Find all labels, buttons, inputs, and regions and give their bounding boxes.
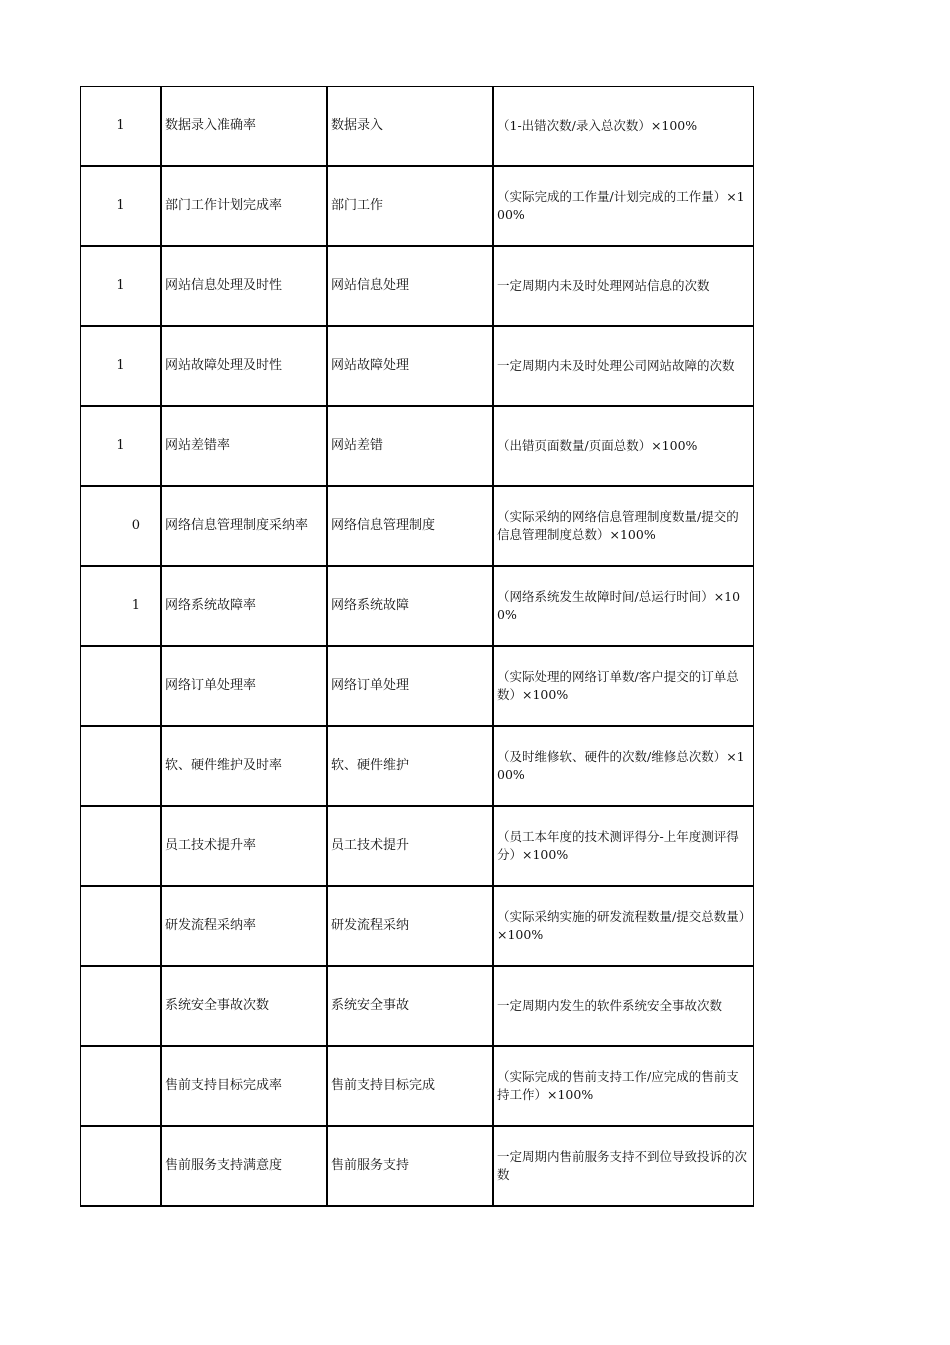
weight-cell: 1 — [81, 246, 162, 326]
item-cell: 网络信息管理制度 — [327, 486, 493, 566]
indicator-cell: 部门工作计划完成率 — [161, 166, 327, 246]
table-row — [81, 806, 754, 886]
indicator-cell: 网站信息处理及时性 — [161, 246, 327, 326]
formula-cell: 一定周期内发生的软件系统安全事故次数 — [493, 966, 754, 1046]
table-row — [81, 326, 754, 406]
formula-cell: （实际完成的工作量/计划完成的工作量）×100% — [493, 166, 754, 246]
weight-cell — [81, 1126, 162, 1206]
weight-cell — [81, 1046, 162, 1126]
formula-cell: （出错页面数量/页面总数）×100% — [493, 406, 754, 486]
table-row — [81, 486, 754, 566]
weight-cell — [81, 806, 162, 886]
indicator-cell: 网络信息管理制度采纳率 — [161, 486, 327, 566]
item-cell: 系统安全事故 — [327, 966, 493, 1046]
kpi-table-body — [81, 87, 754, 1207]
formula-cell: （实际完成的售前支持工作/应完成的售前支持工作）×100% — [493, 1046, 754, 1126]
item-cell: 网站信息处理 — [327, 246, 493, 326]
item-cell: 软、硬件维护 — [327, 726, 493, 806]
item-cell: 部门工作 — [327, 166, 493, 246]
indicator-cell: 数据录入准确率 — [161, 87, 327, 167]
item-cell: 网站故障处理 — [327, 326, 493, 406]
formula-cell: 一定周期内售前服务支持不到位导致投诉的次数 — [493, 1126, 754, 1206]
table-row — [81, 566, 754, 646]
formula-cell: 一定周期内未及时处理公司网站故障的次数 — [493, 326, 754, 406]
formula-cell: （员工本年度的技术测评得分-上年度测评得分）×100% — [493, 806, 754, 886]
formula-cell: （实际处理的网络订单数/客户提交的订单总数）×100% — [493, 646, 754, 726]
kpi-sheet — [80, 86, 754, 1207]
table-row — [81, 166, 754, 246]
weight-cell — [81, 886, 162, 966]
table-row — [81, 646, 754, 726]
table-row — [81, 966, 754, 1046]
table-row — [81, 1046, 754, 1126]
indicator-cell: 员工技术提升率 — [161, 806, 327, 886]
indicator-cell: 软、硬件维护及时率 — [161, 726, 327, 806]
weight-cell — [81, 646, 162, 726]
indicator-cell: 网站差错率 — [161, 406, 327, 486]
weight-cell: 1 — [81, 166, 162, 246]
formula-cell: （实际采纳的网络信息管理制度数量/提交的信息管理制度总数）×100% — [493, 486, 754, 566]
weight-cell — [81, 966, 162, 1046]
item-cell: 员工技术提升 — [327, 806, 493, 886]
weight-cell: 1 — [81, 406, 162, 486]
table-row — [81, 886, 754, 966]
item-cell: 售前支持目标完成 — [327, 1046, 493, 1126]
item-cell: 研发流程采纳 — [327, 886, 493, 966]
weight-cell: 0 — [81, 486, 162, 566]
indicator-cell: 网站故障处理及时性 — [161, 326, 327, 406]
weight-cell: 1 — [81, 326, 162, 406]
indicator-cell: 网络系统故障率 — [161, 566, 327, 646]
formula-cell: 一定周期内未及时处理网站信息的次数 — [493, 246, 754, 326]
indicator-cell: 售前服务支持满意度 — [161, 1126, 327, 1206]
table-row — [81, 246, 754, 326]
item-cell: 网站差错 — [327, 406, 493, 486]
item-cell: 售前服务支持 — [327, 1126, 493, 1206]
item-cell: 数据录入 — [327, 87, 493, 167]
item-cell: 网络系统故障 — [327, 566, 493, 646]
formula-cell: （网络系统发生故障时间/总运行时间）×100% — [493, 566, 754, 646]
weight-cell — [81, 726, 162, 806]
indicator-cell: 系统安全事故次数 — [161, 966, 327, 1046]
table-row — [81, 726, 754, 806]
indicator-cell: 售前支持目标完成率 — [161, 1046, 327, 1126]
formula-cell: （实际采纳实施的研发流程数量/提交总数量）×100% — [493, 886, 754, 966]
indicator-cell: 研发流程采纳率 — [161, 886, 327, 966]
weight-cell: 1 — [81, 566, 162, 646]
weight-cell: 1 — [81, 87, 162, 167]
item-cell: 网络订单处理 — [327, 646, 493, 726]
kpi-table — [80, 86, 754, 1207]
table-row — [81, 1126, 754, 1206]
table-row — [81, 87, 754, 167]
table-row — [81, 406, 754, 486]
formula-cell: （及时维修软、硬件的次数/维修总次数）×100% — [493, 726, 754, 806]
indicator-cell: 网络订单处理率 — [161, 646, 327, 726]
formula-cell: （1-出错次数/录入总次数）×100% — [493, 87, 754, 167]
